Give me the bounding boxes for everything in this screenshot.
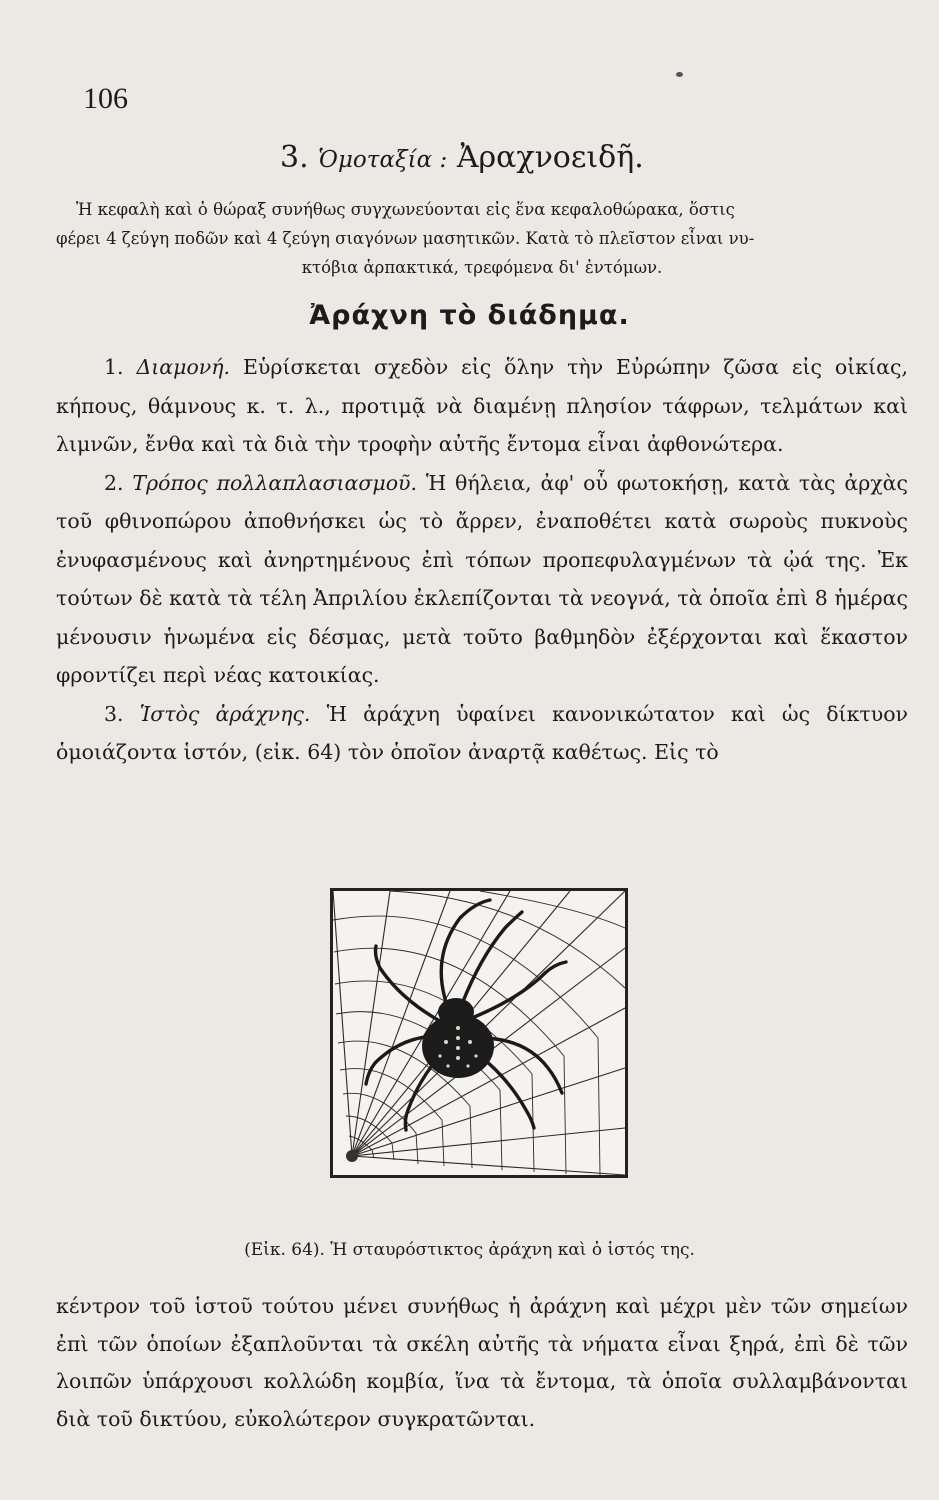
- section-heading: [280, 140, 644, 175]
- section-label: Ὁμοταξία :: [318, 147, 448, 173]
- spider-web-figure: [330, 888, 628, 1178]
- continuation-text: [56, 1288, 908, 1438]
- ink-smudge: [676, 72, 683, 77]
- page-number: 106: [83, 82, 128, 115]
- paragraph-web: [56, 695, 908, 772]
- class-description: [56, 195, 908, 282]
- paragraph-title: Διαμονή.: [136, 355, 231, 379]
- paragraph-habitat: [56, 348, 908, 464]
- paragraph-text: Ἡ ἀράχνη ὑφαίνει κανονικώτατον καὶ ὡς δίκτυον ὁμοιάζοντα ἱστόν, (εἰκ. 64) τὸν ὁποῖον ἀναρτᾷ καθέτως. Εἰς τὸ: [56, 701, 909, 764]
- continuation-paragraph: κέντρον τοῦ ἱστοῦ τούτου μένει συνήθως ἡ ἀράχνη καὶ μέχρι μὲν τῶν σημείων ἐπὶ τῶν ὁποίων ἐξαπλοῦνται τὰ σκέλη αὐτῆς τὰ νήματα εἶναι ξηρά, ἐπὶ δὲ τῶν λοιπῶν ὑπάρχουσι κολλώδη κομβία, ἵνα τὰ ἔντομα, τὰ ὁποῖα συλλαμβάνονται διὰ τοῦ δικτύου, εὐκολώτερον συγκρατῶνται.: [56, 1294, 908, 1431]
- figure-caption: (Εἰκ. 64). Ἡ σταυρόστικτος ἀράχνη καὶ ὁ ἱστός της.: [244, 1240, 695, 1260]
- paragraph-number: 3.: [104, 701, 124, 726]
- paragraph-number: 2.: [104, 470, 124, 495]
- intro-line: φέρει 4 ζεύγη ποδῶν καὶ 4 ζεύγη σιαγόνων μασητικῶν. Κατὰ τὸ πλεῖστον εἶναι νυ-: [56, 229, 755, 248]
- web-center: [346, 1150, 358, 1162]
- section-number: 3.: [280, 140, 309, 175]
- article-body: [56, 348, 908, 772]
- paragraph-reproduction: [56, 464, 908, 695]
- paragraph-title: Ἱστὸς ἀράχνης.: [139, 701, 311, 726]
- paragraph-text: Εὑρίσκεται σχεδὸν εἰς ὅλην τὴν Εὐρώπην ζῶσα εἰς οἰκίας, κήπους, θάμνους κ. τ. λ., προτιμᾷ νὰ διαμένῃ πλησίον τάφρων, τελμάτων καὶ λιμνῶν, ἔνθα καὶ τὰ διὰ τὴν τροφὴν αὐτῆς ἔντομα εἶναι ἀφθονώτερα.: [56, 355, 908, 456]
- intro-line: Ἡ κεφαλὴ καὶ ὁ θώραξ συνήθως συγχωνεύονται εἰς ἕνα κεφαλοθώρακα, ὅστις: [76, 200, 735, 219]
- species-title: Ἀράχνη τὸ διάδημα.: [309, 300, 630, 331]
- paragraph-number: 1.: [104, 355, 124, 379]
- paragraph-text: Ἡ θήλεια, ἀφ' οὗ φωτοκήσῃ, κατὰ τὰς ἀρχὰς τοῦ φθινοπώρου ἀποθνήσκει ὡς τὸ ἄρρεν, ἐναποθέτει κατὰ σωροὺς πυκνοὺς ἐνυφασμένους καὶ ἀνηρτημένους ἐπὶ τόπων προπεφυλαγμένων τὰ ᾠά της. Ἐκ τούτων δὲ κατὰ τὰ τέλη Ἀπριλίου ἐκλεπίζονται τὰ νεογνά, τὰ ὁποῖα ἐπὶ 8 ἡμέρας μένουσιν ἡνωμένα εἰς δέσμας, μετὰ τοῦτο βαθμηδὸν ἐξέρχονται καὶ ἕκαστον φροντίζει περὶ νέας κατοικίας.: [56, 470, 908, 687]
- intro-line: κτόβια ἁρπακτικά, τρεφόμενα δι' ἐντόμων.: [301, 258, 663, 277]
- section-title: Ἀραχνοειδῆ.: [456, 140, 644, 175]
- paragraph-title: Τρόπος πολλαπλασιασμοῦ.: [132, 470, 418, 495]
